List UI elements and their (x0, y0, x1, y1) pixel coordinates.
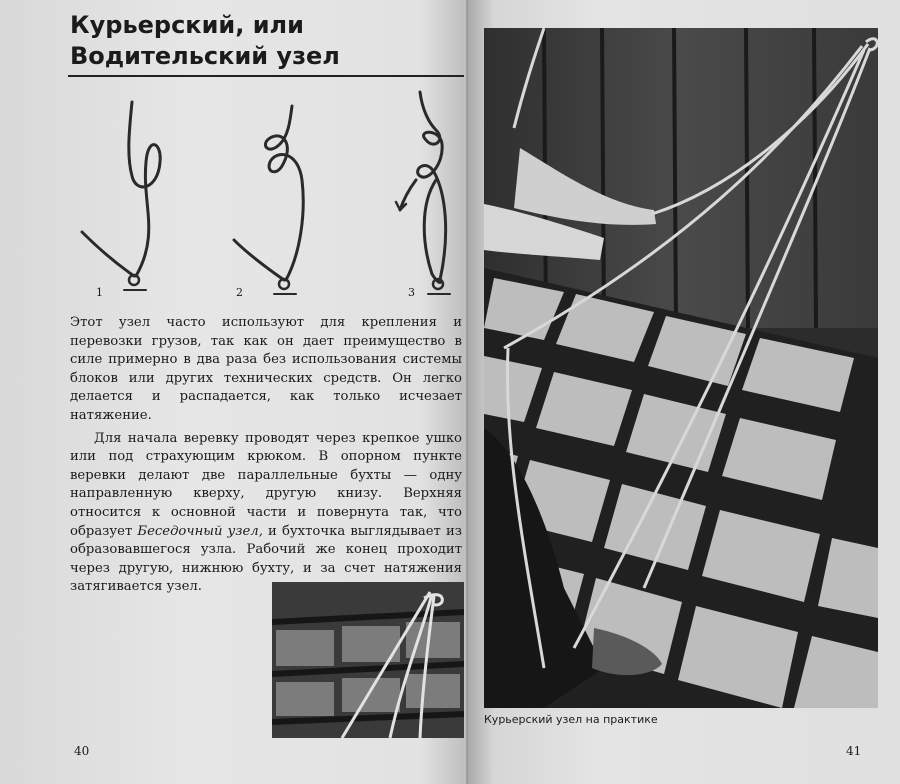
page-number-right: 41 (846, 744, 862, 758)
paragraph-1: Этот узел часто используют для крепления и перевозки грузов, так как он дает преимущество в силе примерно в два раза без использования системы блоков или других технических средств. Он легко делается и распадается, как только исчезает натяжение. (70, 315, 462, 423)
photo-knot-in-practice-image (484, 28, 878, 708)
paragraph-2 (70, 430, 462, 597)
step1-rope (129, 102, 160, 276)
step3-loop (424, 180, 440, 282)
photo-knot-closeup (272, 582, 464, 738)
step-number-3: 3 (408, 286, 415, 299)
title-line-1: Курьерский, или (70, 11, 304, 39)
knot-steps-drawing (70, 84, 464, 306)
paragraph-2-lead: Для начала веревку проводят через крепкое ушко или под страхующим крюком. В опорном пункте веревки делают две параллельные бухты — одну направленную кверху, другую книзу. Верхняя относится к основной части и повернута так, что образует (70, 430, 462, 539)
step-number-2: 2 (236, 286, 243, 299)
knot-steps-illustration (70, 84, 464, 306)
photo-caption: Курьерский узел на практике (484, 713, 658, 726)
step2-rope-end (234, 240, 284, 280)
step1-rope-end (82, 232, 134, 276)
paragraph-2-tail: и бухточка выглядывает из образовавшегося узла. Рабочий же конец проходит через другую, нижнюю бухту, и за счет натяжения затягивается узел. (70, 523, 462, 595)
paragraph-2-italic: Беседочный узел, (137, 523, 263, 539)
title-rule (68, 75, 464, 77)
title-line-2: Водительский узел (70, 42, 340, 70)
photo-knot-closeup-image (272, 582, 464, 738)
step2-rope (265, 106, 303, 280)
body-text (70, 314, 462, 597)
step3-working-end (400, 180, 416, 210)
photo-knot-in-practice (484, 28, 878, 708)
step-number-1: 1 (96, 286, 103, 299)
page-title (70, 10, 460, 72)
page-number-left: 40 (74, 744, 90, 758)
